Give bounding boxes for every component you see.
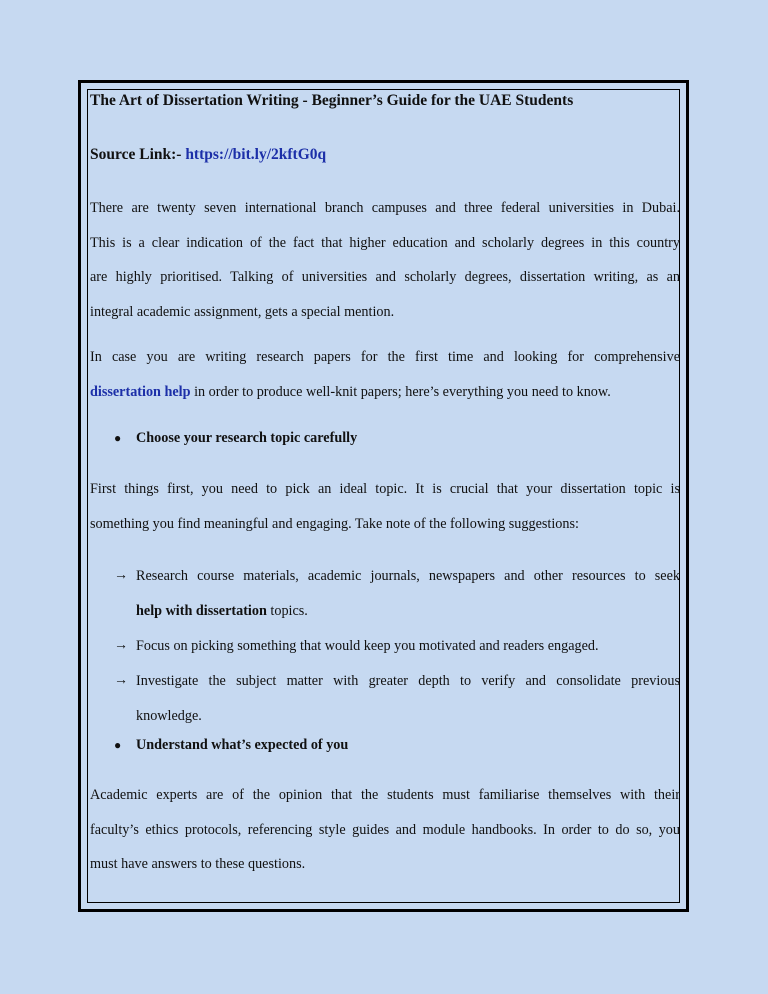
arrow-right-icon: →: [114, 568, 128, 583]
paragraph-line: There are twenty seven international branch campuses and three federal universities in Dubai.: [90, 200, 680, 216]
arrow-item-text: [136, 629, 680, 664]
paragraph-intro: [90, 191, 680, 329]
bullet-icon: ●: [114, 738, 122, 752]
dissertation-help-link[interactable]: dissertation help: [90, 383, 191, 400]
paragraph-line: something you find meaningful and engaging. Take note of the following suggestions:: [90, 515, 579, 532]
bullet-item-research-topic: [114, 430, 357, 447]
paragraph-line: [90, 375, 680, 410]
paragraph-line: integral academic assignment, gets a special mention.: [90, 303, 395, 320]
document-title: The Art of Dissertation Writing - Beginner’s Guide for the UAE Students: [90, 92, 574, 109]
source-link[interactable]: https://bit.ly/2kftG0q: [185, 146, 327, 163]
bullet-label: Understand what’s expected of you: [136, 737, 349, 753]
paragraph-line: are highly prioritised. Talking of universities and scholarly degrees, dissertation writing, as an: [90, 269, 680, 285]
paragraph-first-things: [90, 472, 680, 541]
bullet-item-expected: [114, 737, 348, 754]
arrow-item-text: [136, 664, 680, 733]
paragraph-line: must have answers to these questions.: [90, 856, 306, 872]
source-line: [90, 146, 326, 164]
paragraph-academic-experts: [90, 778, 680, 882]
arrow-item-line: knowledge.: [136, 707, 202, 724]
paragraph-line: faculty’s ethics protocols, referencing style guides and module handbooks. In order to do so, you: [90, 821, 680, 838]
bullet-label: Choose your research topic carefully: [136, 430, 358, 446]
paragraph-help: [90, 340, 680, 409]
paragraph-line: In case you are writing research papers for the first time and looking for comprehensive: [90, 349, 680, 365]
paragraph-text: in order to produce well-knit papers; here’s everything you need to know.: [190, 383, 611, 400]
arrow-item-line: Focus on picking something that would keep you motivated and readers engaged.: [136, 638, 599, 654]
paragraph-line: First things first, you need to pick an ideal topic. It is crucial that your dissertation topic is: [90, 481, 680, 497]
arrow-right-icon: →: [114, 638, 128, 653]
arrow-right-icon: →: [114, 673, 128, 688]
paragraph-line: Academic experts are of the opinion that the students must familiarise themselves with their: [90, 787, 680, 803]
paragraph-line: This is a clear indication of the fact that higher education and scholarly degrees in this country: [90, 234, 680, 251]
arrow-item-text: [136, 559, 680, 628]
arrow-item-text-rest: topics.: [266, 602, 308, 619]
arrow-item-line: Research course materials, academic journals, newspapers and other resources to seek: [136, 568, 680, 584]
source-label: Source Link:-: [90, 146, 182, 163]
bullet-icon: ●: [114, 431, 122, 445]
help-with-dissertation-link[interactable]: help with dissertation: [136, 602, 267, 619]
arrow-item-line: [136, 594, 680, 629]
arrow-item-line: Investigate the subject matter with greater depth to verify and consolidate previous: [136, 673, 680, 689]
